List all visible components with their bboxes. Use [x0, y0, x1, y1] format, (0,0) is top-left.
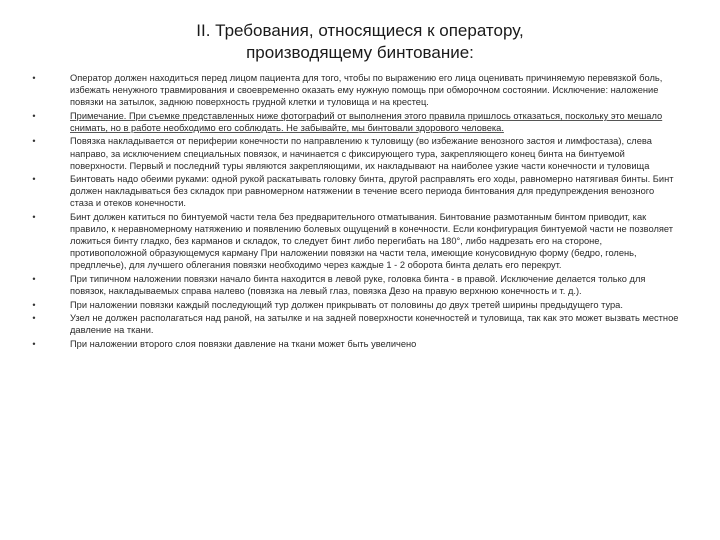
- list-item-text: При наложении второго слоя повязки давление на ткани может быть увеличено: [70, 338, 417, 349]
- slide-title: [60, 20, 660, 64]
- list-item: [30, 72, 680, 108]
- list-item: [30, 173, 680, 209]
- bullet-icon: •: [32, 274, 36, 284]
- bullet-icon: •: [32, 338, 36, 349]
- list-item: [30, 110, 680, 134]
- bullet-icon: •: [32, 299, 36, 310]
- title-line-1: II. Требования, относящиеся к оператору,: [196, 21, 524, 40]
- bullet-icon: •: [32, 174, 36, 185]
- list-item: [30, 299, 680, 311]
- list-item-text: Повязка накладывается от периферии конечности по направлению к туловищу (во избежание венозного застоя и лимфостаза), слева направо, за исключением специальных повязок, и начинается с фиксирующего тура, закрепляющего конец бинта на бинтуемой поверхности. Первый и последний туры являются закрепляющими, их накладывают на наиболее узкие части конечности и туловища: [70, 136, 652, 171]
- list-item: [30, 312, 680, 336]
- list-item-text: Бинт должен катиться по бинтуемой части тела без предварительного отматывания. Бинтование размотанным бинтом приводит, как правило, к неравномерному натяжению и появлению болевых ощущений в конечности. Если конфигурация бинтуемой части не позволяет ложиться бинту гладко, без карманов и складок, то следует бинт либо перегибать на 180°, либо надрезать его на стороне, противоположной образующемуся карману При наложении повязки на части тела, имеющие конусовидную форму (бедро, голень, предплечье), для лучшего облегания повязки необходимо через каждые 1 - 2 оборота бинта делать его перекрут.: [70, 212, 674, 271]
- bullet-icon: •: [32, 313, 36, 324]
- requirements-list: [30, 72, 680, 352]
- list-item-text: Узел не должен располагаться над раной, на затылке и на задней поверхности конечностей и туловища, так как это может вызвать местное давление на ткани.: [70, 313, 679, 336]
- bullet-icon: •: [32, 73, 36, 83]
- list-item-text: Примечание. При съемке представленных ниже фотографий от выполнения этого правила пришлось отказаться, поскольку это мешало снимать, но в работе необходимо его соблюдать. Не забывайте, мы бинтовали здорового человека.: [70, 110, 663, 133]
- list-item-text: Оператор должен находиться перед лицом пациента для того, чтобы по выражению его лица оценивать причиняемую перевязкой боль, избежать ненужного травмирования и своевременно оказать ему нужную помощь при обморочном состоянии. Исключение: наложение повязки на затылок, заднюю поверхность грудной клетки и туловища и на крестец.: [70, 73, 663, 108]
- list-item: [30, 273, 680, 297]
- list-item: [30, 211, 680, 271]
- list-item: [30, 135, 680, 171]
- bullet-icon: •: [32, 212, 36, 223]
- bullet-icon: •: [32, 136, 36, 147]
- bullet-icon: •: [32, 110, 36, 121]
- list-item: [30, 338, 680, 350]
- title-line-2: производящему бинтование:: [246, 43, 474, 62]
- list-item-text: При наложении повязки каждый последующий тур должен прикрывать от половины до двух третей ширины предыдущего тура.: [70, 299, 623, 310]
- list-item-text: При типичном наложении повязки начало бинта находится в левой руке, головка бинта - в правой. Исключение делается только для повязок, накладываемых справа налево (повязка на левый глаз, повязка Дезо на правую верхнюю конечность и т. д.).: [70, 274, 646, 297]
- list-item-text: Бинтовать надо обеими руками: одной рукой раскатывать головку бинта, другой расправлять его ходы, равномерно натягивая бинты. Бинт должен накладываться без складок при равномерном натяжении в течение всего периода бинтования для предупреждения венозного стаза и отеков конечности.: [70, 174, 674, 209]
